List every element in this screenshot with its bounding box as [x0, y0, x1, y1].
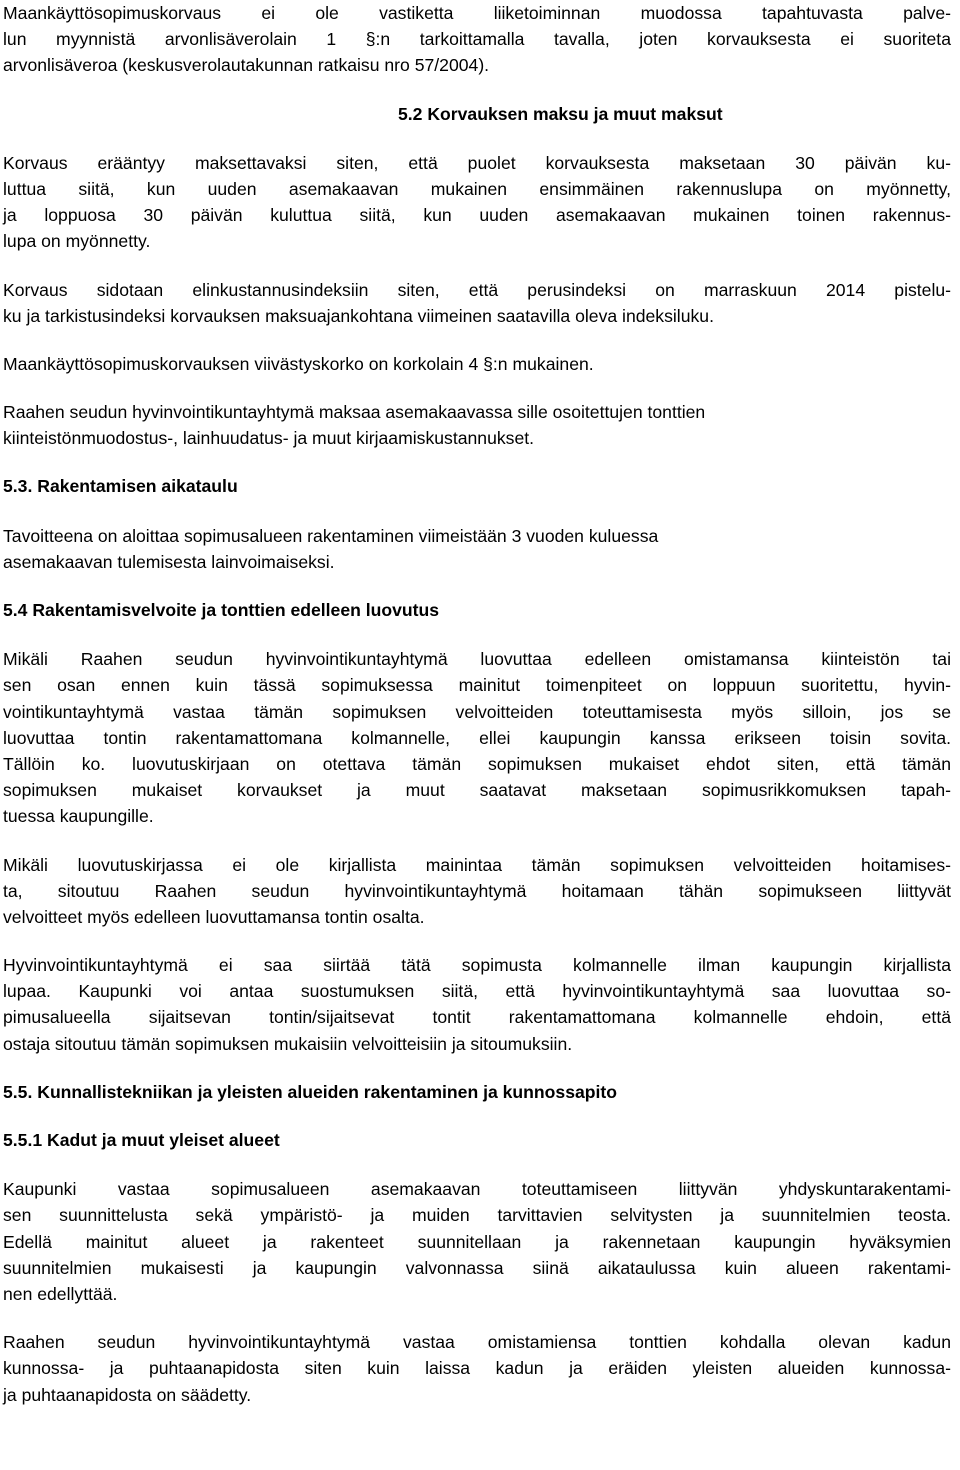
heading-text: 5.5. Kunnallistekniikan ja yleisten alueiden rakentaminen ja kunnossapito	[3, 1081, 618, 1102]
text-line: Raahen seudun hyvinvointikuntayhtymä vastaa omistamiensa tonttien kohdalla olevan kadun	[3, 1332, 951, 1353]
heading-text: 5.3. Rakentamisen aikataulu	[3, 476, 238, 497]
text-line: tuessa kaupungille.	[3, 806, 154, 827]
text-line: kiinteistönmuodostus-, lainhuudatus- ja muut kirjaamiskustannukset.	[3, 428, 535, 449]
heading-text: 5.5.1 Kadut ja muut yleiset alueet	[3, 1130, 280, 1150]
text-line: luovuttaa tontin rakentamattomana kolmannelle, ellei kaupungin kanssa erikseen toisin sovita.	[3, 727, 951, 748]
text-line: pimusalueella sijaitsevan tontin/sijaitsevat tontit rakentamattomana kolmannelle ehdoin, että	[3, 1007, 951, 1028]
document-page	[3, 0, 951, 1408]
text-line: ta, sitoutuu Raahen seudun hyvinvointikuntayhtymä hoitamaan tähän sopimukseen liittyvät	[3, 880, 951, 901]
paragraph-schedule-goal	[3, 523, 951, 575]
paragraph-costs	[3, 399, 951, 451]
text-line: lun myynnistä arvonlisäverolain 1 §:n tarkoittamalla tavalla, joten korvauksesta ei suoriteta	[3, 29, 951, 50]
text-line: Kaupunki vastaa sopimusalueen asemakaavan toteuttamiseen liittyvän yhdyskuntarakentami-	[3, 1179, 951, 1200]
text-line: sen suunnittelusta sekä ympäristö- ja muiden tarvittavien selvitysten ja suunnitelmien teosta.	[3, 1205, 951, 1226]
heading-text: 5.2 Korvauksen maksu ja muut maksut	[398, 103, 723, 124]
text-line: ku ja tarkistusindeksi korvauksen maksuajankohtana viimeinen saatavilla oleva indeksiluku.	[3, 305, 714, 326]
text-line: Hyvinvointikuntayhtymä ei saa siirtää tätä sopimusta kolmannelle ilman kaupungin kirjallista	[3, 955, 951, 976]
text-line: Tavoitteena on aloittaa sopimusalueen rakentaminen viimeistään 3 vuoden kuluessa	[3, 525, 659, 546]
text-line: sopimuksen mukaiset korvaukset ja muut saatavat maksetaan sopimusrikkomuksen tapah-	[3, 780, 951, 801]
section-heading-5-4	[3, 597, 951, 623]
text-line: suunnitelmien mukaisesti ja kaupungin valvonnassa siinä aikataulussa kuin alueen rakentami-	[3, 1257, 951, 1278]
text-line: Maankäyttösopimuskorvauksen viivästyskorko on korkolain 4 §:n mukainen.	[3, 353, 594, 374]
text-line: sen osan ennen kuin tässä sopimuksessa mainitut toimenpiteet on loppuun suoritettu, hyvin-	[3, 675, 951, 696]
section-heading-5-5-1	[3, 1127, 951, 1153]
text-line: luttua siitä, kun uuden asemakaavan mukainen ensimmäinen rakennuslupa on myönnetty,	[3, 178, 951, 199]
text-line: Korvaus sidotaan elinkustannusindeksiin siten, että perusindeksi on marraskuun 2014 pistelu-	[3, 279, 951, 300]
text-line: nen edellyttää.	[3, 1283, 118, 1304]
paragraph-index	[3, 277, 951, 329]
section-heading-5-5	[3, 1079, 951, 1105]
text-line: asemakaavan tulemisesta lainvoimaiseksi.	[3, 551, 335, 572]
paragraph-transfer-obligation	[3, 646, 951, 829]
text-line: arvonlisäveroa (keskusverolautakunnan ratkaisu nro 57/2004).	[3, 55, 490, 76]
section-heading-5-3	[3, 473, 951, 499]
text-line: Raahen seudun hyvinvointikuntayhtymä maksaa asemakaavassa sille osoitettujen tonttien	[3, 402, 706, 423]
text-line: vointikuntayhtymä vastaa tämän sopimuksen velvoitteiden toteuttamisesta myös silloin, jos se	[3, 701, 951, 722]
text-line: Tällöin ko. luovutuskirjaan on otettava tämän sopimuksen mukaiset ehdot siten, että tämän	[3, 753, 951, 774]
heading-text: 5.4 Rakentamisvelvoite ja tonttien edelleen luovutus	[3, 600, 440, 620]
paragraph-city-planning	[3, 1176, 951, 1307]
paragraph-payment-schedule	[3, 150, 951, 255]
text-line: Korvaus erääntyy maksettavaksi siten, että puolet korvauksesta maksetaan 30 päivän ku-	[3, 152, 951, 173]
paragraph-contract-transfer	[3, 952, 951, 1057]
paragraph-street-maintenance	[3, 1329, 951, 1408]
text-line: Edellä mainitut alueet ja rakenteet suunnitellaan ja rakennetaan kaupungin hyväksymien	[3, 1231, 951, 1252]
text-line: lupaa. Kaupunki voi antaa suostumuksen siitä, että hyvinvointikuntayhtymä saa luovuttaa so-	[3, 981, 951, 1002]
text-line: ja puhtaanapidosta on säädetty.	[3, 1384, 252, 1405]
text-line: velvoitteet myös edelleen luovuttamansa tontin osalta.	[3, 906, 425, 927]
text-line: lupa on myönnetty.	[3, 231, 151, 252]
text-line: ostaja sitoutuu tämän sopimuksen mukaisiin velvoitteisiin ja sitoumuksiin.	[3, 1033, 573, 1054]
section-heading-5-2	[3, 101, 951, 127]
text-line: Maankäyttösopimuskorvaus ei ole vastiketta liiketoiminnan muodossa tapahtuvasta palve-	[3, 3, 951, 23]
paragraph-missing-mention	[3, 852, 951, 931]
text-line: Mikäli Raahen seudun hyvinvointikuntayhtymä luovuttaa edelleen omistamansa kiinteistön tai	[3, 649, 951, 670]
text-line: kunnossa- ja puhtaanapidosta siten kuin laissa kadun ja eräiden yleisten alueiden kunnossa-	[3, 1358, 951, 1379]
text-line: Mikäli luovutuskirjassa ei ole kirjallista mainintaa tämän sopimuksen velvoitteiden hoitamises-	[3, 854, 951, 875]
paragraph-interest	[3, 351, 951, 377]
paragraph-vat	[3, 0, 951, 79]
text-line: ja loppuosa 30 päivän kuluttua siitä, kun uuden asemakaavan mukainen toinen rakennus-	[3, 205, 951, 226]
